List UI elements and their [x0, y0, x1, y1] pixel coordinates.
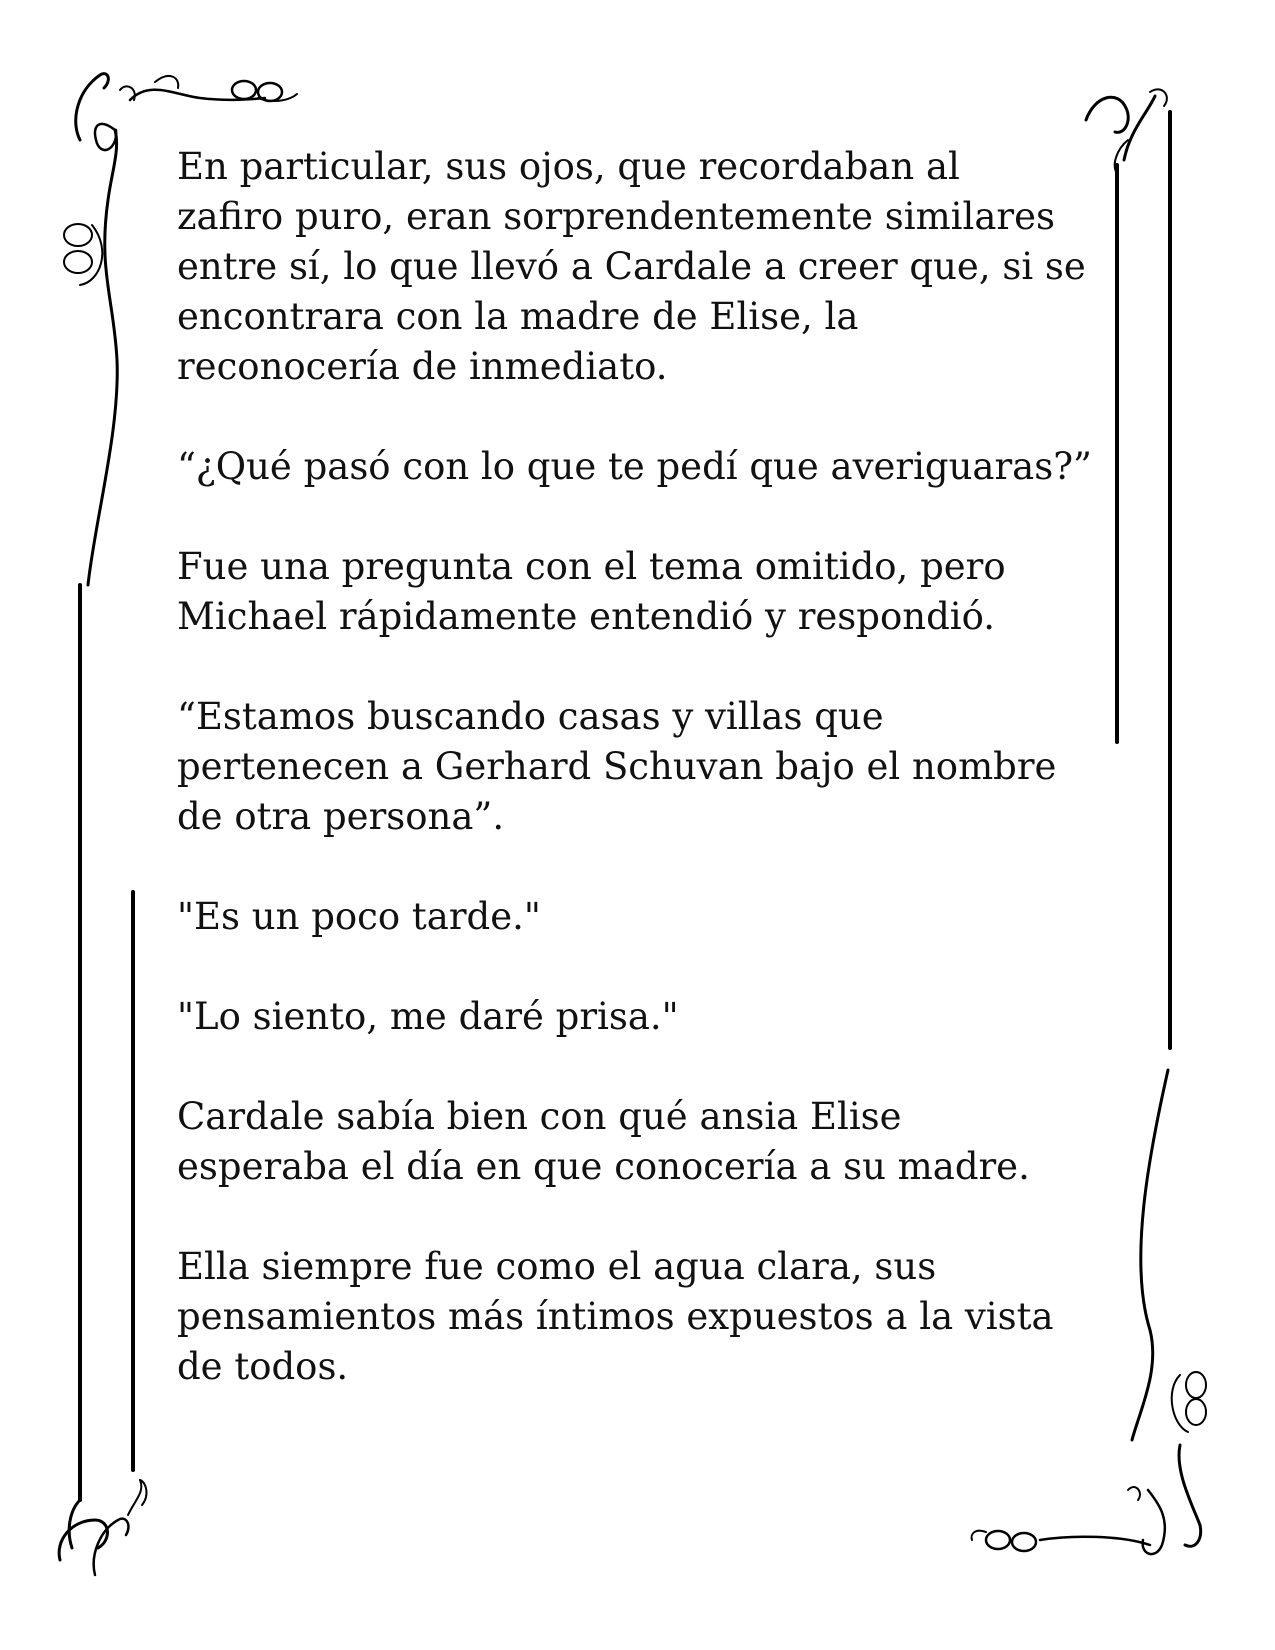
paragraph: Cardale sabía bien con qué ansia Elise esperaba el día en que conocería a su madre.: [177, 1095, 1030, 1188]
story-text: [177, 142, 1117, 1442]
paragraph: "Lo siento, me daré prisa.": [177, 995, 679, 1038]
paragraph: “¿Qué pasó con lo que te pedí que averiguaras?”: [177, 445, 1092, 488]
paragraph: "Es un poco tarde.": [177, 895, 541, 938]
paragraph: “Estamos buscando casas y villas que pertenecen a Gerhard Schuvan bajo el nombre de otra persona”.: [177, 695, 1057, 838]
paragraph: En particular, sus ojos, que recordaban al zafiro puro, eran sorprendentemente similares entre sí, lo que llevó a Cardale a creer que, si se encontrara con la madre de Elise, la reconocería de inmediato.: [177, 145, 1086, 388]
paragraph: Ella siempre fue como el agua clara, sus pensamientos más íntimos expuestos a la vista de todos.: [177, 1245, 1054, 1388]
paragraph: Fue una pregunta con el tema omitido, pero Michael rápidamente entendió y respondió.: [177, 545, 1006, 638]
bottom-left-flourish-icon: [59, 1480, 146, 1575]
